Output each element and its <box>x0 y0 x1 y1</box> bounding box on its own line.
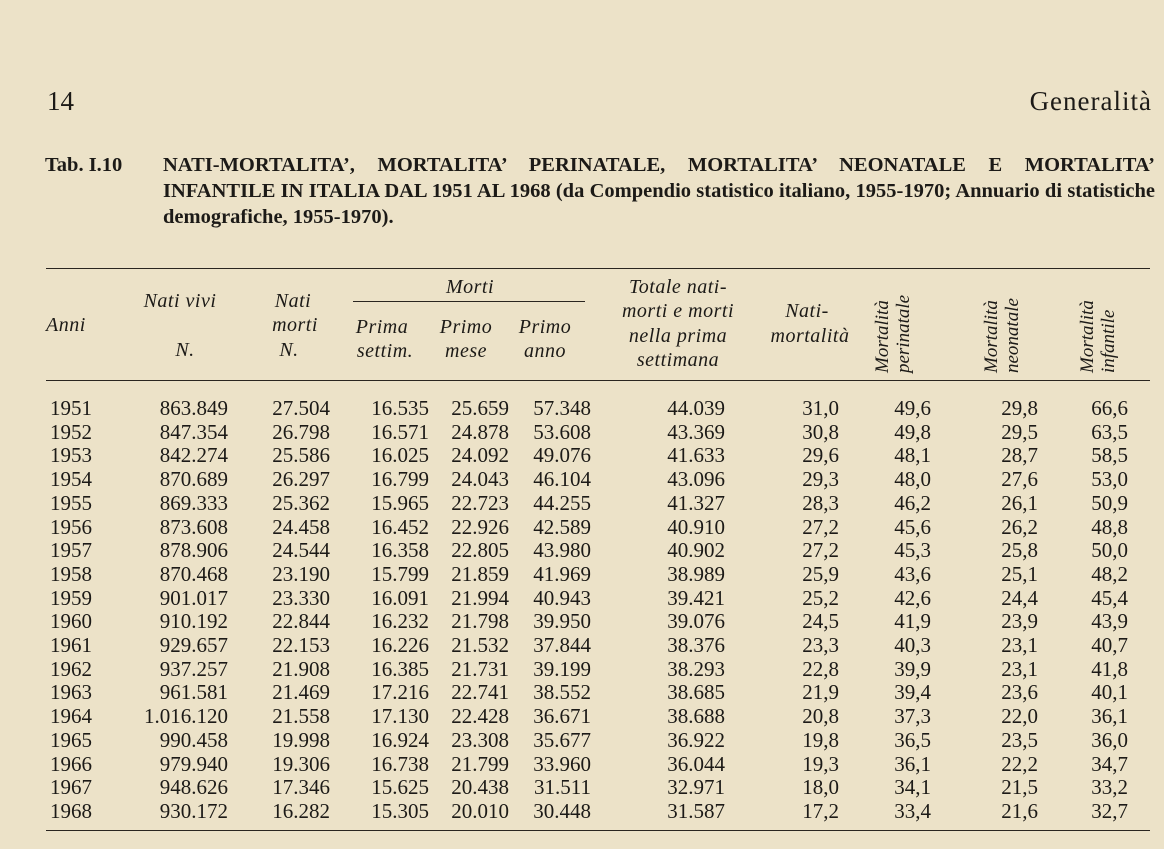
cell-morti-primo-mese: 24.043 <box>451 467 509 492</box>
cell-mortalita-infantile: 33,2 <box>1091 775 1128 800</box>
cell-nati-vivi: 990.458 <box>159 727 228 752</box>
cell-nati-vivi: 929.657 <box>159 633 228 658</box>
cell-nati-vivi: 910.192 <box>159 609 228 634</box>
cell-totale: 38.685 <box>667 680 725 705</box>
cell-totale: 43.096 <box>667 467 725 492</box>
cell-mortalita-neonatale: 23,1 <box>1001 656 1038 681</box>
cell-morti-primo-mese: 22.723 <box>451 490 509 515</box>
header-mortalita-neonatale <box>981 273 1023 373</box>
cell-natimortalita: 22,8 <box>802 656 839 681</box>
cell-morti-prima-settim: 15.799 <box>371 561 429 586</box>
cell-mortalita-perinatale: 33,4 <box>894 798 931 823</box>
cell-anno: 1957 <box>50 538 92 563</box>
header-prima-settim-line1: Prima <box>355 316 409 338</box>
cell-morti-primo-mese: 25.659 <box>451 396 509 420</box>
cell-totale: 36.922 <box>667 727 725 752</box>
cell-anno: 1956 <box>50 514 92 539</box>
cell-mortalita-perinatale: 45,3 <box>894 538 931 563</box>
cell-mortalita-perinatale: 34,1 <box>894 775 931 800</box>
cell-morti-primo-anno: 38.552 <box>533 680 591 705</box>
cell-anno: 1968 <box>50 798 92 823</box>
cell-totale: 38.688 <box>667 704 725 729</box>
cell-morti-primo-anno: 44.255 <box>533 490 591 515</box>
header-prima-settim-line2: settim. <box>356 340 414 362</box>
cell-morti-primo-mese: 22.805 <box>451 538 509 563</box>
cell-natimortalita: 20,8 <box>802 704 839 729</box>
cell-mortalita-neonatale: 23,1 <box>1001 633 1038 658</box>
cell-nati-morti: 21.558 <box>272 704 330 729</box>
cell-mortalita-perinatale: 46,2 <box>894 490 931 515</box>
cell-nati-morti: 23.330 <box>272 585 330 610</box>
cell-morti-primo-mese: 21.731 <box>451 656 509 681</box>
cell-nati-vivi: 961.581 <box>159 680 228 705</box>
cell-anno: 1960 <box>50 609 92 634</box>
table-row <box>40 397 1128 421</box>
cell-anno: 1959 <box>50 585 92 610</box>
cell-morti-primo-anno: 39.950 <box>533 609 591 634</box>
cell-nati-vivi: 948.626 <box>159 775 228 800</box>
cell-mortalita-neonatale: 24,4 <box>1001 585 1038 610</box>
cell-mortalita-infantile: 43,9 <box>1091 609 1128 634</box>
cell-nati-morti: 19.306 <box>272 751 330 776</box>
cell-nati-vivi: 842.274 <box>159 443 228 468</box>
cell-mortalita-neonatale: 26,2 <box>1001 514 1038 539</box>
cell-morti-primo-anno: 35.677 <box>533 727 591 752</box>
cell-morti-primo-mese: 24.878 <box>451 419 509 444</box>
cell-morti-primo-mese: 22.428 <box>451 704 509 729</box>
cell-morti-primo-anno: 46.104 <box>533 467 591 492</box>
cell-nati-morti: 22.844 <box>272 609 330 634</box>
cell-mortalita-infantile: 63,5 <box>1091 419 1128 444</box>
cell-nati-vivi: 878.906 <box>159 538 228 563</box>
cell-anno: 1952 <box>50 419 92 444</box>
cell-morti-primo-anno: 42.589 <box>533 514 591 539</box>
cell-nati-morti: 22.153 <box>272 633 330 658</box>
cell-anno: 1961 <box>50 633 92 658</box>
header-mortalita-infantile <box>1077 273 1119 373</box>
cell-morti-primo-mese: 24.092 <box>451 443 509 468</box>
cell-morti-primo-anno: 43.980 <box>533 538 591 563</box>
table-label: Tab. I.10 <box>45 154 123 176</box>
cell-morti-prima-settim: 16.535 <box>371 396 429 420</box>
data-table-body <box>40 397 1128 824</box>
cell-morti-primo-anno: 31.511 <box>534 775 591 800</box>
table-row <box>40 705 1128 729</box>
cell-natimortalita: 29,3 <box>802 467 839 492</box>
cell-nati-morti: 21.908 <box>272 656 330 681</box>
header-anni: Anni <box>46 314 86 336</box>
table-row <box>40 421 1128 445</box>
cell-morti-primo-anno: 36.671 <box>533 704 591 729</box>
cell-natimortalita: 29,6 <box>802 443 839 468</box>
cell-morti-primo-anno: 37.844 <box>533 633 591 658</box>
cell-nati-morti: 26.297 <box>272 467 330 492</box>
cell-mortalita-neonatale: 22,0 <box>1001 704 1038 729</box>
cell-mortalita-infantile: 45,4 <box>1091 585 1128 610</box>
cell-mortalita-perinatale: 37,3 <box>894 704 931 729</box>
cell-nati-vivi: 979.940 <box>159 751 228 776</box>
cell-mortalita-infantile: 48,8 <box>1091 514 1128 539</box>
cell-morti-prima-settim: 16.452 <box>371 514 429 539</box>
cell-morti-prima-settim: 16.091 <box>371 585 429 610</box>
cell-morti-prima-settim: 17.130 <box>371 704 429 729</box>
cell-anno: 1967 <box>50 775 92 800</box>
cell-morti-prima-settim: 16.358 <box>371 538 429 563</box>
cell-mortalita-perinatale: 39,9 <box>894 656 931 681</box>
cell-morti-primo-mese: 22.741 <box>451 680 509 705</box>
cell-anno: 1954 <box>50 467 92 492</box>
cell-totale: 41.633 <box>667 443 725 468</box>
header-morti: Morti <box>445 276 495 298</box>
cell-morti-prima-settim: 16.232 <box>371 609 429 634</box>
cell-mortalita-neonatale: 29,8 <box>1001 396 1038 420</box>
header-bottom-rule <box>46 380 1150 381</box>
cell-morti-prima-settim: 16.226 <box>371 633 429 658</box>
cell-natimortalita: 18,0 <box>802 775 839 800</box>
cell-anno: 1955 <box>50 490 92 515</box>
header-infantile-line2: infantile <box>1098 309 1119 373</box>
cell-natimortalita: 19,3 <box>802 751 839 776</box>
table-row <box>40 800 1128 824</box>
cell-mortalita-perinatale: 43,6 <box>894 561 931 586</box>
cell-natimortalita: 31,0 <box>802 396 839 420</box>
cell-nati-vivi: 869.333 <box>159 490 228 515</box>
cell-totale: 38.376 <box>667 633 725 658</box>
table-row <box>40 658 1128 682</box>
cell-morti-prima-settim: 17.216 <box>371 680 429 705</box>
cell-natimortalita: 30,8 <box>802 419 839 444</box>
cell-mortalita-infantile: 66,6 <box>1091 396 1128 420</box>
cell-nati-vivi: 873.608 <box>159 514 228 539</box>
cell-totale: 40.902 <box>667 538 725 563</box>
cell-morti-prima-settim: 16.571 <box>371 419 429 444</box>
cell-morti-primo-mese: 23.308 <box>451 727 509 752</box>
cell-mortalita-neonatale: 25,8 <box>1001 538 1038 563</box>
header-totale-line4: settimana <box>636 349 720 371</box>
cell-nati-morti: 24.458 <box>272 514 330 539</box>
cell-totale: 43.369 <box>667 419 725 444</box>
cell-morti-primo-anno: 53.608 <box>533 419 591 444</box>
table-row <box>40 468 1128 492</box>
table-row <box>40 444 1128 468</box>
cell-totale: 41.327 <box>667 490 725 515</box>
cell-totale: 39.076 <box>667 609 725 634</box>
cell-nati-morti: 27.504 <box>272 396 330 420</box>
table-row <box>40 729 1128 753</box>
cell-totale: 31.587 <box>667 798 725 823</box>
table-row <box>40 634 1128 658</box>
cell-mortalita-neonatale: 27,6 <box>1001 467 1038 492</box>
table-row <box>40 610 1128 634</box>
cell-mortalita-neonatale: 23,5 <box>1001 727 1038 752</box>
cell-mortalita-neonatale: 22,2 <box>1001 751 1038 776</box>
table-row <box>40 516 1128 540</box>
cell-mortalita-perinatale: 49,8 <box>894 419 931 444</box>
table-top-rule <box>46 268 1150 269</box>
cell-anno: 1951 <box>50 396 92 420</box>
cell-nati-vivi: 870.689 <box>159 467 228 492</box>
cell-mortalita-neonatale: 25,1 <box>1001 561 1038 586</box>
cell-mortalita-infantile: 58,5 <box>1091 443 1128 468</box>
cell-nati-vivi: 937.257 <box>159 656 228 681</box>
cell-nati-morti: 17.346 <box>272 775 330 800</box>
header-nati-vivi-unit: N. <box>175 339 195 361</box>
cell-morti-primo-anno: 33.960 <box>533 751 591 776</box>
cell-totale: 44.039 <box>667 396 725 420</box>
cell-totale: 36.044 <box>667 751 725 776</box>
header-nati-morti-line2: morti <box>272 314 318 336</box>
cell-anno: 1965 <box>50 727 92 752</box>
cell-nati-morti: 21.469 <box>272 680 330 705</box>
table-row <box>40 539 1128 563</box>
cell-morti-prima-settim: 16.025 <box>371 443 429 468</box>
cell-nati-morti: 16.282 <box>272 798 330 823</box>
cell-morti-primo-mese: 21.994 <box>451 585 509 610</box>
header-primo-mese-line2: mese <box>445 340 487 362</box>
table-row <box>40 681 1128 705</box>
table-bottom-rule <box>46 830 1150 831</box>
header-primo-anno-line2: anno <box>524 340 566 362</box>
cell-morti-primo-anno: 40.943 <box>533 585 591 610</box>
header-nati-morti-unit: N. <box>279 339 299 361</box>
cell-natimortalita: 21,9 <box>802 680 839 705</box>
cell-nati-morti: 25.586 <box>272 443 330 468</box>
cell-mortalita-infantile: 34,7 <box>1091 751 1128 776</box>
cell-morti-primo-mese: 21.799 <box>451 751 509 776</box>
cell-totale: 32.971 <box>667 775 725 800</box>
cell-mortalita-neonatale: 23,6 <box>1001 680 1038 705</box>
header-infantile-line1: Mortalità <box>1077 300 1098 373</box>
cell-natimortalita: 23,3 <box>802 633 839 658</box>
header-perinatale-line2: perinatale <box>893 294 914 373</box>
cell-morti-primo-mese: 21.859 <box>451 561 509 586</box>
cell-morti-prima-settim: 15.625 <box>371 775 429 800</box>
cell-mortalita-neonatale: 21,6 <box>1001 798 1038 823</box>
table-caption <box>45 152 1155 230</box>
cell-mortalita-neonatale: 26,1 <box>1001 490 1038 515</box>
table-row <box>40 753 1128 777</box>
cell-morti-primo-anno: 57.348 <box>533 396 591 420</box>
cell-morti-prima-settim: 15.965 <box>371 490 429 515</box>
cell-mortalita-perinatale: 48,1 <box>894 443 931 468</box>
cell-mortalita-perinatale: 40,3 <box>894 633 931 658</box>
cell-mortalita-infantile: 48,2 <box>1091 561 1128 586</box>
cell-mortalita-infantile: 40,7 <box>1091 633 1128 658</box>
morti-group-rule <box>353 301 585 302</box>
cell-anno: 1964 <box>50 704 92 729</box>
cell-morti-prima-settim: 16.924 <box>371 727 429 752</box>
cell-mortalita-infantile: 53,0 <box>1091 467 1128 492</box>
cell-morti-primo-anno: 41.969 <box>533 561 591 586</box>
cell-morti-prima-settim: 16.738 <box>371 751 429 776</box>
cell-natimortalita: 17,2 <box>802 798 839 823</box>
cell-mortalita-neonatale: 21,5 <box>1001 775 1038 800</box>
header-nati-morti-line1: Nati <box>274 290 312 312</box>
header-natimortalita-line1: Nati- <box>785 300 829 322</box>
header-primo-anno-line1: Primo <box>518 316 572 338</box>
cell-morti-primo-mese: 20.438 <box>451 775 509 800</box>
cell-nati-morti: 25.362 <box>272 490 330 515</box>
cell-nati-vivi: 1.016.120 <box>144 704 228 729</box>
cell-mortalita-perinatale: 39,4 <box>894 680 931 705</box>
cell-totale: 38.293 <box>667 656 725 681</box>
cell-morti-prima-settim: 16.799 <box>371 467 429 492</box>
cell-mortalita-neonatale: 28,7 <box>1001 443 1038 468</box>
cell-nati-morti: 23.190 <box>272 561 330 586</box>
page-number: 14 <box>47 86 74 116</box>
cell-mortalita-perinatale: 45,6 <box>894 514 931 539</box>
cell-mortalita-infantile: 36,0 <box>1091 727 1128 752</box>
cell-nati-vivi: 870.468 <box>159 561 228 586</box>
cell-morti-primo-mese: 22.926 <box>451 514 509 539</box>
cell-mortalita-neonatale: 23,9 <box>1001 609 1038 634</box>
cell-nati-morti: 26.798 <box>272 419 330 444</box>
cell-natimortalita: 25,2 <box>802 585 839 610</box>
cell-natimortalita: 28,3 <box>802 490 839 515</box>
cell-mortalita-perinatale: 36,1 <box>894 751 931 776</box>
cell-mortalita-infantile: 32,7 <box>1091 798 1128 823</box>
cell-morti-prima-settim: 15.305 <box>371 798 429 823</box>
cell-anno: 1966 <box>50 751 92 776</box>
cell-morti-prima-settim: 16.385 <box>371 656 429 681</box>
data-table <box>40 397 1128 824</box>
cell-natimortalita: 27,2 <box>802 538 839 563</box>
cell-morti-primo-mese: 21.532 <box>451 633 509 658</box>
cell-morti-primo-anno: 30.448 <box>533 798 591 823</box>
cell-natimortalita: 19,8 <box>802 727 839 752</box>
cell-nati-vivi: 901.017 <box>159 585 228 610</box>
header-natimortalita-line2: mortalità <box>770 325 850 347</box>
header-totale-line2: morti e morti <box>621 300 735 322</box>
cell-anno: 1963 <box>50 680 92 705</box>
cell-morti-primo-mese: 20.010 <box>451 798 509 823</box>
table-row <box>40 563 1128 587</box>
cell-totale: 39.421 <box>667 585 725 610</box>
cell-mortalita-perinatale: 36,5 <box>894 727 931 752</box>
cell-mortalita-infantile: 41,8 <box>1091 656 1128 681</box>
header-mortalita-perinatale <box>872 273 914 373</box>
cell-natimortalita: 27,2 <box>802 514 839 539</box>
running-head: Generalità <box>1029 86 1152 116</box>
cell-mortalita-neonatale: 29,5 <box>1001 419 1038 444</box>
cell-mortalita-perinatale: 48,0 <box>894 467 931 492</box>
cell-mortalita-infantile: 50,9 <box>1091 490 1128 515</box>
table-row <box>40 587 1128 611</box>
cell-morti-primo-mese: 21.798 <box>451 609 509 634</box>
header-totale-line3: nella prima <box>628 325 728 347</box>
cell-morti-primo-anno: 39.199 <box>533 656 591 681</box>
cell-mortalita-perinatale: 42,6 <box>894 585 931 610</box>
cell-nati-vivi: 847.354 <box>159 419 228 444</box>
cell-anno: 1962 <box>50 656 92 681</box>
header-neonatale-line2: neonatale <box>1002 298 1023 373</box>
cell-nati-vivi: 930.172 <box>159 798 228 823</box>
header-perinatale-line1: Mortalità <box>872 300 893 373</box>
header-nati-vivi: Nati vivi <box>143 290 217 312</box>
cell-anno: 1958 <box>50 561 92 586</box>
cell-anno: 1953 <box>50 443 92 468</box>
cell-mortalita-infantile: 40,1 <box>1091 680 1128 705</box>
table-row <box>40 492 1128 516</box>
cell-nati-morti: 19.998 <box>272 727 330 752</box>
cell-natimortalita: 25,9 <box>802 561 839 586</box>
cell-mortalita-infantile: 50,0 <box>1091 538 1128 563</box>
cell-natimortalita: 24,5 <box>802 609 839 634</box>
table-row <box>40 776 1128 800</box>
cell-morti-primo-anno: 49.076 <box>533 443 591 468</box>
cell-totale: 40.910 <box>667 514 725 539</box>
cell-mortalita-perinatale: 41,9 <box>894 609 931 634</box>
cell-mortalita-perinatale: 49,6 <box>894 396 931 420</box>
cell-nati-morti: 24.544 <box>272 538 330 563</box>
table-title: NATI-MORTALITA’, MORTALITA’ PERINATALE, MORTALITA’ NEONATALE E MORTALITA’ INFANTILE IN ITALIA DAL 1951 AL 1968 (da Compendio statistico italiano, 1955-1970; Annuario di statistiche demografiche, 1955-1970). <box>163 154 1155 228</box>
cell-nati-vivi: 863.849 <box>159 396 228 420</box>
cell-totale: 38.989 <box>667 561 725 586</box>
header-neonatale-line1: Mortalità <box>981 300 1002 373</box>
header-primo-mese-line1: Primo <box>439 316 493 338</box>
cell-mortalita-infantile: 36,1 <box>1091 704 1128 729</box>
header-totale-line1: Totale nati- <box>628 276 728 298</box>
